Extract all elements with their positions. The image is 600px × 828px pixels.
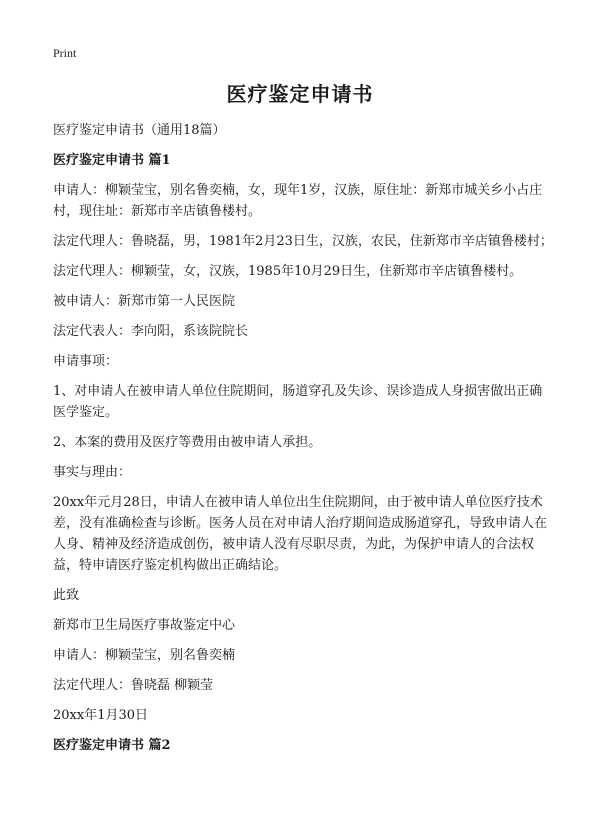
body-paragraph: 申请人：柳颖莹宝，别名鲁奕楠，女，现年1岁，汉族，原住址：新郑市城关乡小占庄村，现住址：新郑市辛店镇鲁楼村。 [53,183,543,219]
section-heading: 医疗鉴定申请书 篇2 [53,738,171,753]
body-paragraph: 法定代理人：鲁晓磊，男，1981年2月23日生，汉族，农民，住新郑市辛店镇鲁楼村； [53,234,553,249]
body-paragraph: 法定代表人：李向阳，系该院院长 [53,324,249,339]
body-paragraph: 法定代理人：鲁晓磊 柳颖莹 [53,678,214,693]
section-heading: 医疗鉴定申请书 篇1 [53,153,171,168]
body-paragraph: 1、对申请人在被申请人单位住院期间，肠道穿孔及失诊、误诊造成人身损害做出正确医学鉴定。 [53,384,543,420]
body-paragraph: 法定代理人：柳颖莹，女，汉族，1985年10月29日生，住新郑市辛店镇鲁楼村。 [53,264,523,279]
print-label: Print [53,46,77,60]
body-paragraph: 新郑市卫生局医疗事故鉴定中心 [53,618,236,633]
body-paragraph: 20xx年1月30日 [53,708,149,723]
body-paragraph: 申请事项： [53,354,119,369]
body-paragraph: 此致 [53,588,80,603]
body-paragraph: 事实与理由： [53,465,132,480]
body-paragraph: 被申请人：新郑市第一人民医院 [53,294,236,309]
body-paragraph: 医疗鉴定申请书（通用18篇） [53,123,226,138]
document-body [53,120,553,765]
body-paragraph: 20xx年元月28日，申请人在被申请人单位出生住院期间，由于被申请人单位医疗技术差，没有准确检查与诊断。医务人员在对申请人治疗期间造成肠道穿孔，导致申请人在人身、精神及经济造成创伤，被申请人没有尽职尽责，为此，为保护申请人的合法权益，特申请医疗鉴定机构做出正确结论。 [53,495,548,573]
body-paragraph: 2、本案的费用及医疗等费用由被申请人承担。 [53,435,322,450]
body-paragraph: 申请人：柳颖莹宝，别名鲁奕楠 [53,648,236,663]
document-title: 医疗鉴定申请书 [226,82,374,106]
